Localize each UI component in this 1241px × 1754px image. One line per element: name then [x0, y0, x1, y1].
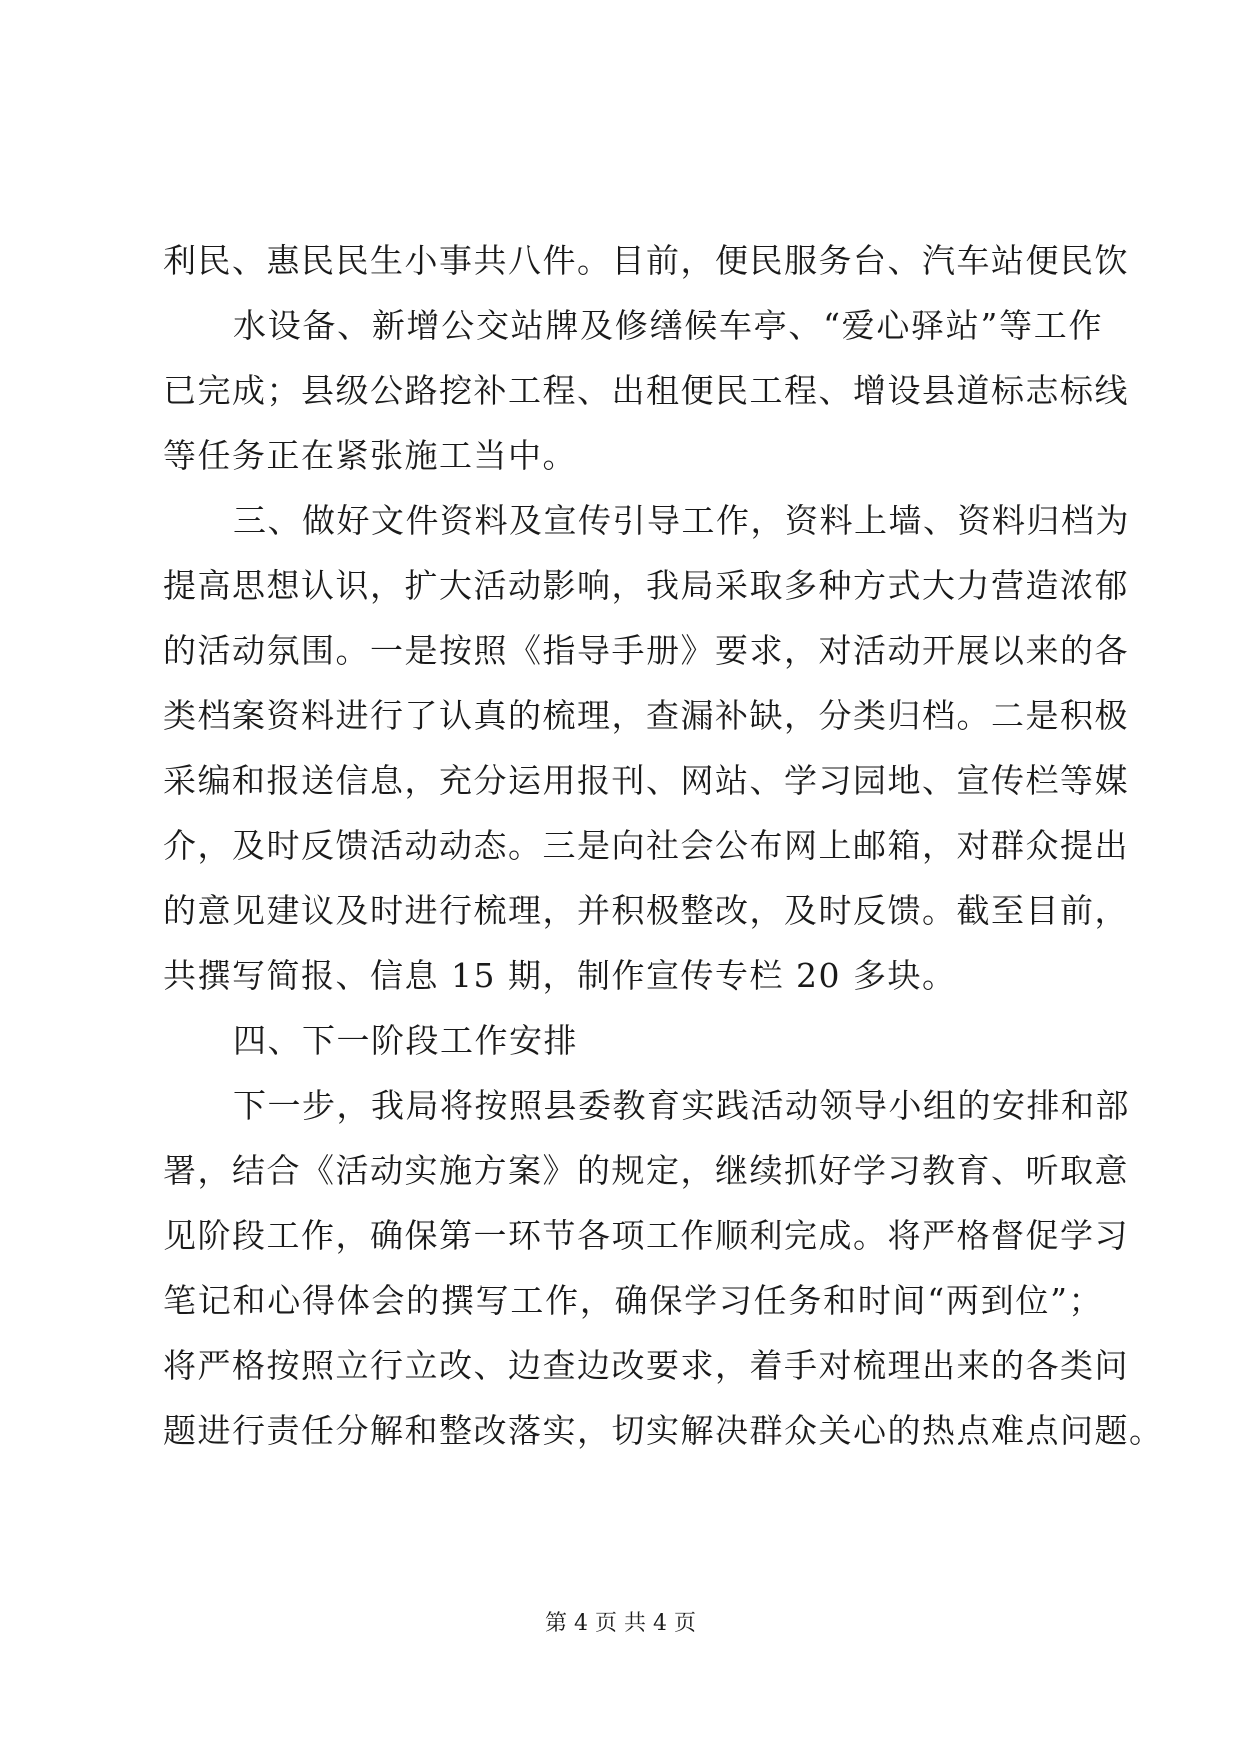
text-line-4: 等任务正在紧张施工当中。	[163, 436, 577, 475]
page-number-footer: 第 4 页 共 4 页	[545, 1611, 696, 1636]
document-body	[163, 228, 1164, 1463]
text-line-3: 已完成；县级公路挖补工程、出租便民工程、增设县道标志标线	[163, 371, 1129, 410]
text-line-16: 见阶段工作，确保第一环节各项工作顺利完成。将严格督促学习	[163, 1216, 1129, 1255]
text-line-10: 介，及时反馈活动动态。三是向社会公布网上邮箱，对群众提出	[163, 826, 1129, 865]
text-line-11: 的意见建议及时进行梳理，并积极整改，及时反馈。截至目前，	[163, 891, 1129, 930]
text-line-9: 采编和报送信息，充分运用报刊、网站、学习园地、宣传栏等媒	[163, 761, 1129, 800]
section-four-heading: 四、下一阶段工作安排	[233, 1021, 578, 1060]
text-line-14: 下一步，我局将按照县委教育实践活动领导小组的安排和部	[233, 1086, 1130, 1125]
text-line-12: 共撰写简报、信息 15 期，制作宣传专栏 20 多块。	[163, 956, 957, 995]
text-line-15: 署，结合《活动实施方案》的规定，继续抓好学习教育、听取意	[163, 1151, 1129, 1190]
text-line-2: 水设备、新增公交站牌及修缮候车亭、“爱心驿站”等工作	[233, 306, 1103, 345]
text-line-6: 提高思想认识，扩大活动影响，我局采取多种方式大力营造浓郁	[163, 566, 1129, 605]
text-line-8: 类档案资料进行了认真的梳理，查漏补缺，分类归档。二是积极	[163, 696, 1129, 735]
text-line-19: 题进行责任分解和整改落实，切实解决群众关心的热点难点问题。	[163, 1411, 1164, 1450]
text-line-18: 将严格按照立行立改、边查边改要求，着手对梳理出来的各类问	[163, 1346, 1129, 1385]
section-three-heading-line: 三、做好文件资料及宣传引导工作，资料上墙、资料归档为	[233, 501, 1130, 540]
text-line-17: 笔记和心得体会的撰写工作，确保学习任务和时间“两到位”；	[163, 1281, 1103, 1320]
text-line-1: 利民、惠民民生小事共八件。目前，便民服务台、汽车站便民饮	[163, 241, 1129, 280]
text-line-7: 的活动氛围。一是按照《指导手册》要求，对活动开展以来的各	[163, 631, 1129, 670]
